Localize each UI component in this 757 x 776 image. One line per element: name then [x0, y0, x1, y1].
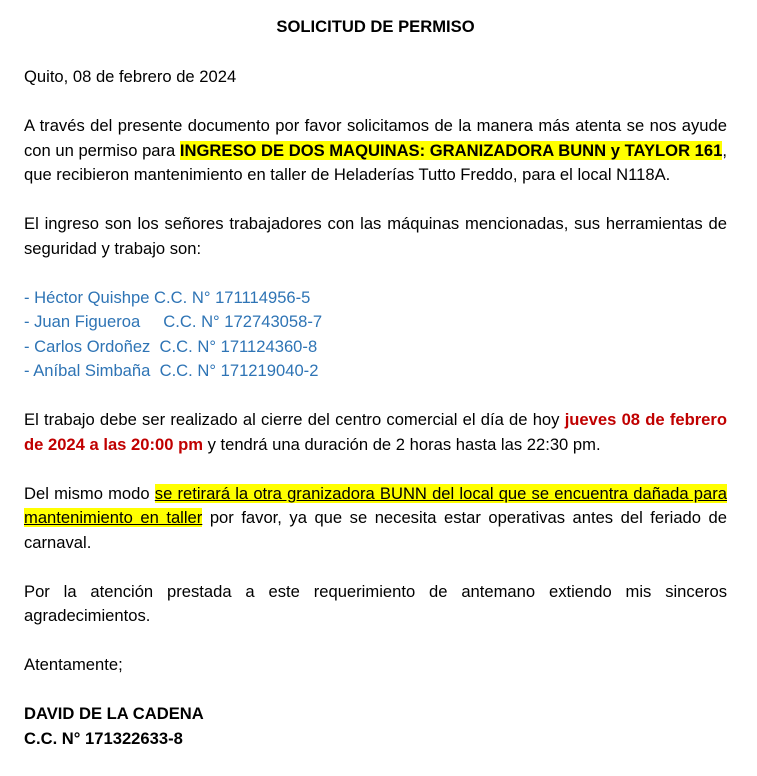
- spacer: [24, 261, 727, 286]
- paragraph-removal: [24, 482, 727, 556]
- worker-item: - Héctor Quishpe C.C. N° 171114956-5: [24, 287, 311, 307]
- paragraph-workers-intro: El ingreso son los señores trabajadores con las máquinas mencionadas, sus herramientas de seguridad y trabajo son:: [24, 214, 727, 258]
- machines-highlight: INGRESO DE DOS MAQUINAS: GRANIZADORA BUNN y TAYLOR 161: [179, 140, 723, 160]
- date-line: Quito, 08 de febrero de 2024: [24, 67, 237, 86]
- schedule-outro-text: y tendrá una duración de 2 horas hasta las 22:30 pm.: [202, 434, 601, 454]
- removal-highlight: se retirará la otra granizadora BUNN del local que se encuentra dañada para mantenimiento en taller: [24, 483, 727, 527]
- removal-outro-text: por favor, ya que se necesita estar operativas antes del feriado de carnaval.: [24, 508, 727, 552]
- signature-name: DAVID DE LA CADENA: [24, 704, 204, 723]
- removal-intro-text: Del mismo modo: [24, 483, 155, 503]
- worker-item: - Aníbal Simbaña C.C. N° 171219040-2: [24, 361, 319, 380]
- schedule-intro-text: El trabajo debe ser realizado al cierre del centro comercial el día de hoy: [24, 410, 565, 429]
- signature-id: C.C. N° 171322633-8: [24, 728, 183, 748]
- spacer: [24, 384, 727, 409]
- request-intro-text: A través del presente documento por favor solicitamos de la manera más atenta se nos ayude con un permiso para: [24, 116, 727, 160]
- spacer: [24, 629, 727, 654]
- spacer: [24, 555, 727, 580]
- paragraph-schedule: [24, 408, 727, 457]
- document-title: SOLICITUD DE PERMISO: [276, 17, 475, 36]
- worker-item: - Juan Figueroa C.C. N° 172743058-7: [24, 312, 323, 331]
- spacer: [24, 188, 727, 213]
- request-outro-text: , que recibieron mantenimiento en taller de Heladerías Tutto Freddo, para el local N118A.: [24, 140, 727, 184]
- schedule-date-emphasis: jueves 08 de febrero de 2024 a las 20:00 pm: [24, 410, 727, 454]
- workers-list: [24, 286, 727, 384]
- closing-line: Atentamente;: [24, 655, 123, 674]
- worker-item: - Carlos Ordoñez C.C. N° 171124360-8: [24, 336, 318, 356]
- spacer: [24, 457, 727, 482]
- spacer: [24, 90, 727, 115]
- spacer: [24, 678, 727, 703]
- paragraph-thanks: Por la atención prestada a este requerimiento de antemano extiendo mis sinceros agradecimientos.: [24, 581, 727, 625]
- paragraph-request: [24, 114, 727, 188]
- spacer: [24, 39, 727, 65]
- document-page: [24, 0, 727, 751]
